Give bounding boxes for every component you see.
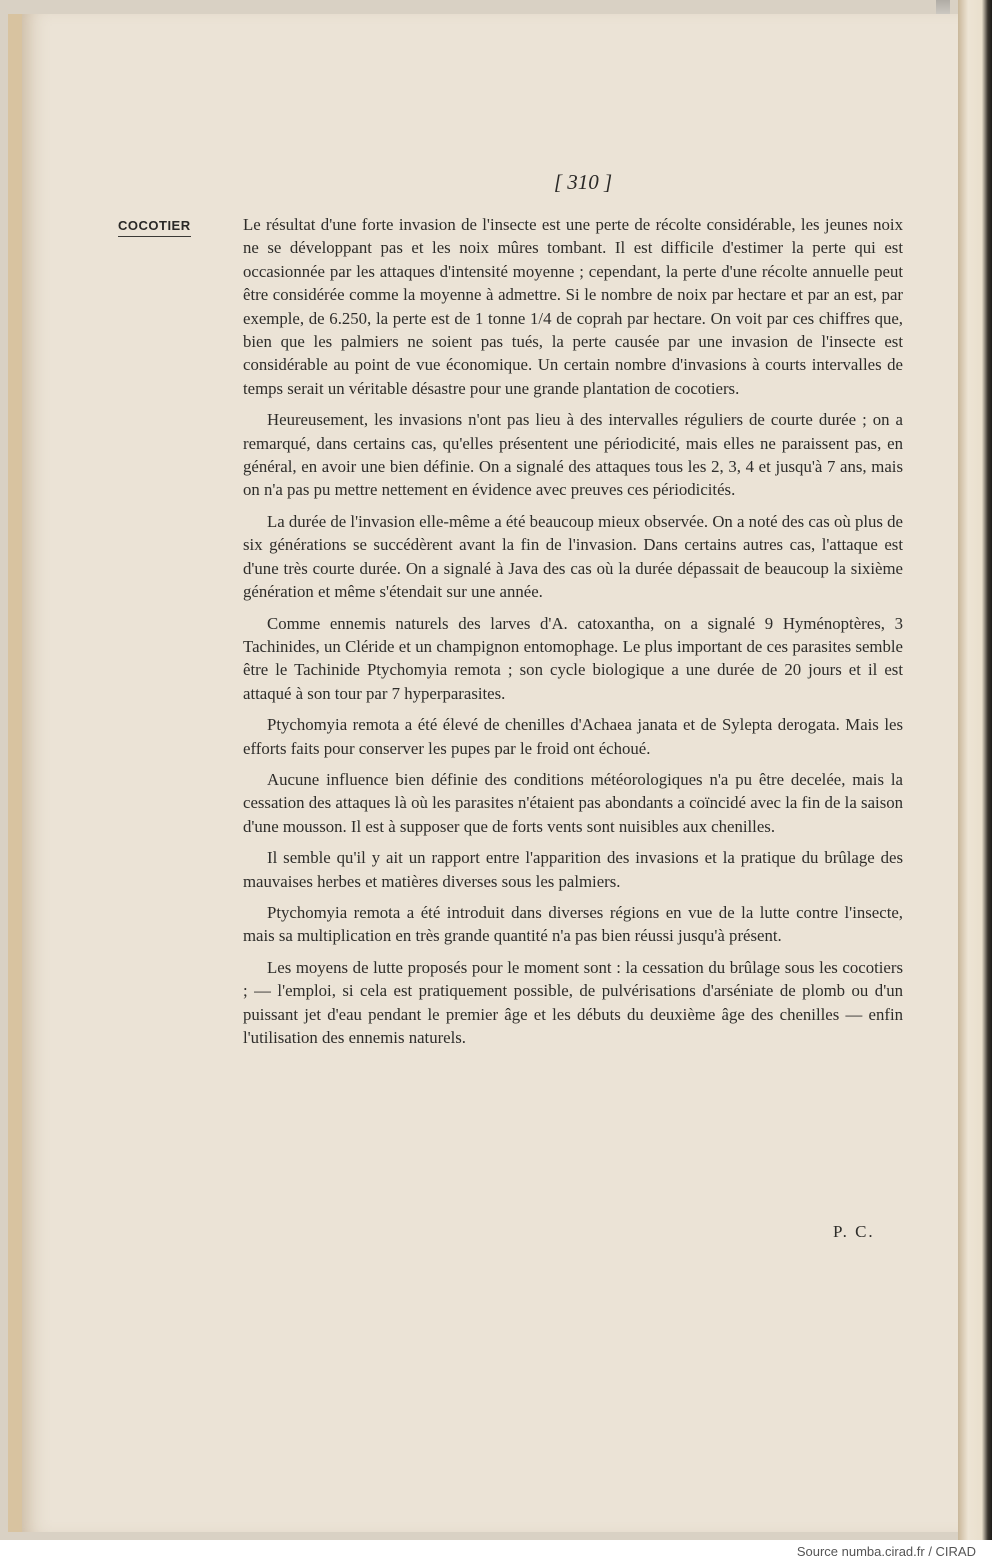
paragraph-7: Il semble qu'il y ait un rapport entre l'apparition des invasions et la pratique du brûlage des mauvaises herbes et matières diverses sous les palmiers.	[243, 848, 903, 891]
paragraph-6: Aucune influence bien définie des conditions météorologiques n'a pu être decelée, mais la cessation des attaques là où les parasites n'étaient pas abondants a coïncidé avec la fin de la saison d'une mousson. Il est à supposer que de forts vents sont nuisibles aux chenilles.	[243, 769, 903, 836]
page-stack-edge	[958, 0, 992, 1540]
paragraph-9: Les moyens de lutte proposés pour le moment sont : la cessation du brûlage sous les cocotiers ; — l'emploi, si cela est pratiquement possible, de pulvérisations d'arséniate de plomb ou d'un puissant jet d'eau pendant le premier âge et les débuts du deuxième âge des chenilles — enfin l'utilisation des ennemis naturels.	[243, 957, 903, 1047]
paragraph-5: Ptychomyia remota a été élevé de chenilles d'Achaea janata et de Sylepta derogata. Mais les efforts faits pour conserver les pupes par le froid ont échoué.	[243, 715, 903, 758]
paragraph-8: Ptychomyia remota a été introduit dans diverses régions en vue de la lutte contre l'insecte, mais sa multiplication en très grande quantité n'a pas bien réussi jusqu'à présent.	[243, 902, 903, 946]
paragraph-3: La durée de l'invasion elle-même a été beaucoup mieux observée. On a noté des cas où plus de six générations se succédèrent avant la fin de l'invasion. Dans certains autres cas, l'attaque est d'une très courte durée. On a signalé à Java des cas où la durée dépassait de beaucoup la sixième génération et même s'étendait sur une année.	[243, 511, 903, 602]
section-label: COCOTIER	[118, 218, 191, 237]
paragraph-4: Comme ennemis naturels des larves d'A. catoxantha, on a signalé 9 Hyménoptères, 3 Tachinides, un Cléride et un champignon entomophage. Le plus important de ces parasites semble être le Tachinide Ptychomyia remota ; son cycle biologique a une durée de 20 jours et il est attaqué à son tour par 7 hyperparasites.	[243, 613, 903, 703]
paragraph-1: Le résultat d'une forte invasion de l'insecte est une perte de récolte considérable, les jeunes noix ne se développant pas et les noix mûres tombant. Il est difficile d'estimer la perte qui est occasionnée par les attaques d'intensité moyenne ; cependant, la perte d'une récolte annuelle peut être considérée comme la moyenne à admettre. Si le nombre de noix par hectare et par an est, par exemple, de 6.250, la perte est de 1 tonne 1/4 de coprah par hectare. On voit par ces chiffres que, bien que les palmiers ne soient pas tués, la perte causée par une invasion de l'insecte est considérable au point de vue économique. Un certain nombre d'invasions à courts intervalles de temps serait un véritable désastre pour une grande plantation de cocotiers.	[243, 215, 903, 398]
source-credit: Source numba.cirad.fr / CIRAD	[796, 1544, 976, 1559]
body-text	[243, 213, 903, 1057]
paragraph-2: Heureusement, les invasions n'ont pas lieu à des intervalles réguliers de courte durée ; on a remarqué, dans certains cas, qu'elles présentent une périodicité, mais elles ne paraissent pas, en général, en avoir une bien définie. On a signalé des attaques tous les 2, 3, 4 et jusqu'à 7 ans, mais on n'a pas pu mettre nettement en évidence avec preuves ces périodicités.	[243, 410, 903, 500]
author-signature: P. C.	[833, 1222, 875, 1241]
page-number: [ 310 ]	[553, 170, 613, 194]
